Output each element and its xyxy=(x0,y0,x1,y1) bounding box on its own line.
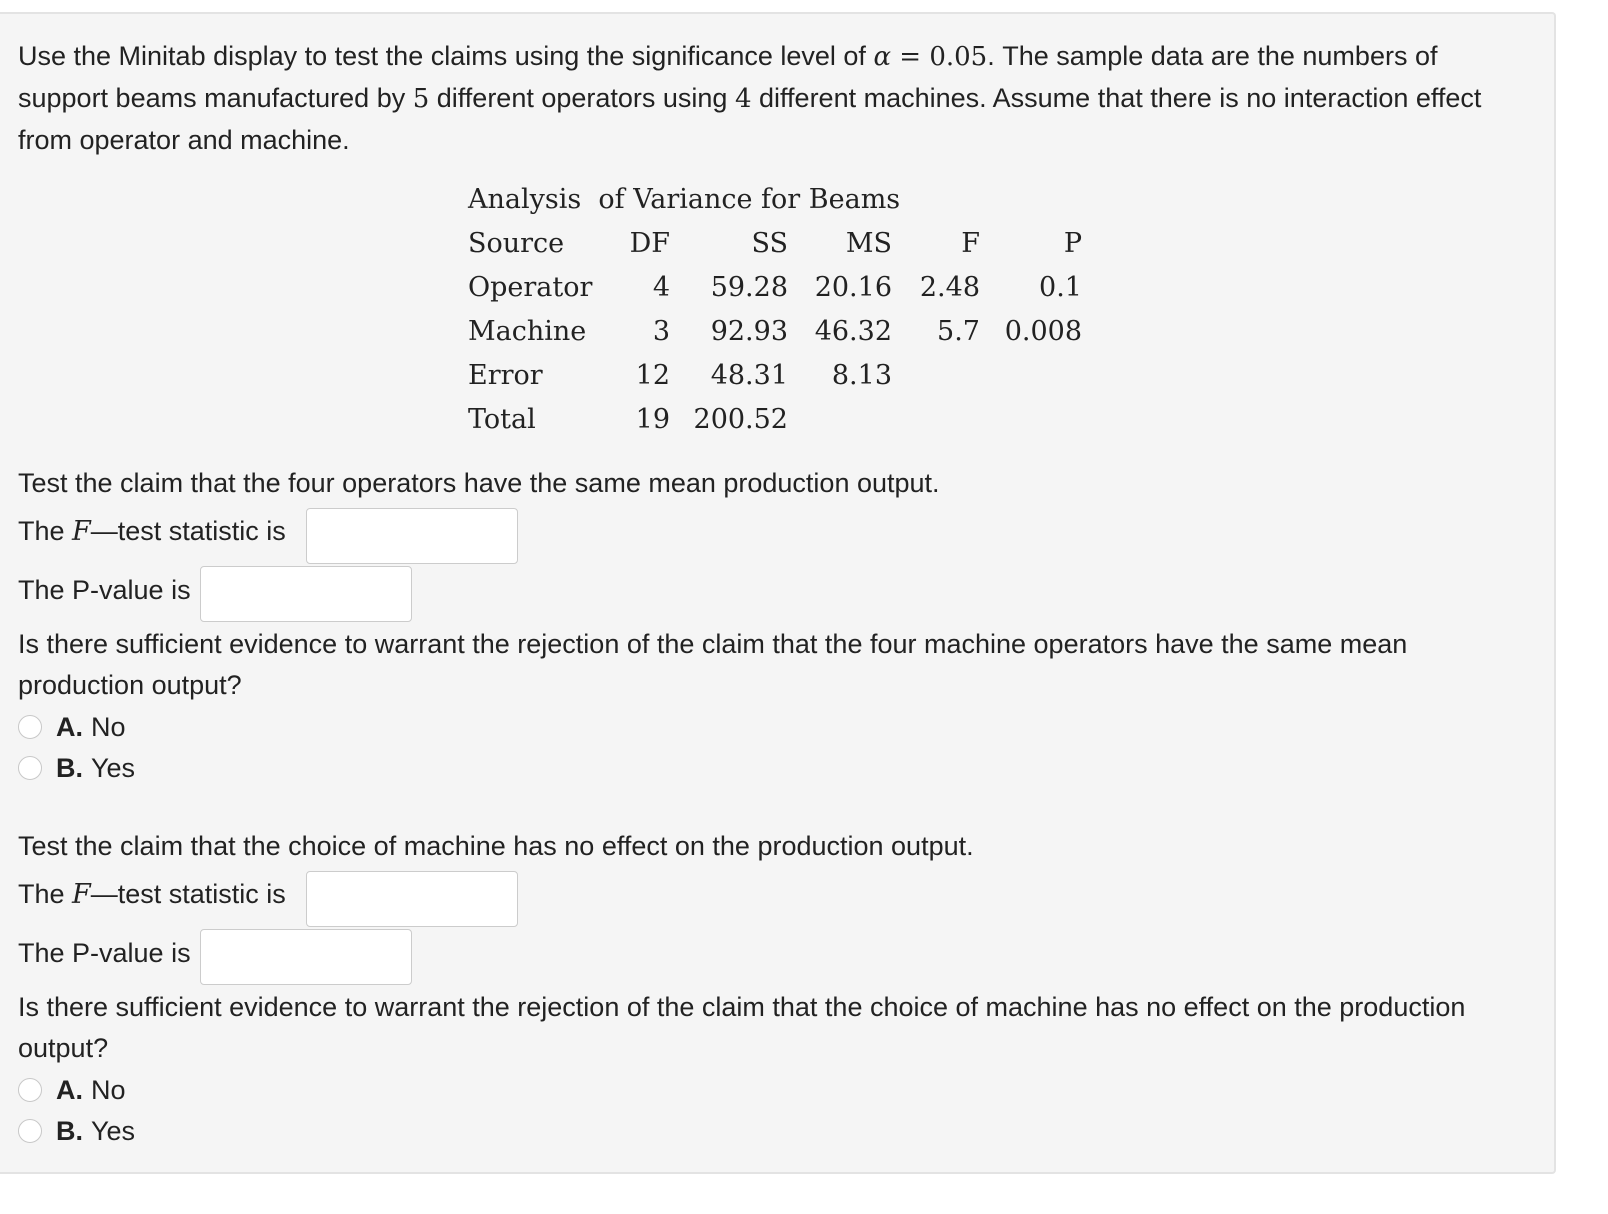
row-ms: 8.13 xyxy=(831,360,892,391)
row-df: 3 xyxy=(652,316,670,347)
f-label-text: The xyxy=(18,516,73,546)
option-label: No xyxy=(91,1074,126,1105)
intro-text: different machines. Assume that there is no interaction effect from operator and machine. xyxy=(18,83,1482,155)
num-machines: 4 xyxy=(734,84,752,114)
row-source: Error xyxy=(468,360,543,391)
row-source: Operator xyxy=(468,272,593,303)
option-letter: A. xyxy=(56,1074,83,1105)
row-ss: 200.52 xyxy=(693,404,788,435)
row-source: Machine xyxy=(468,316,587,347)
part2-p-label: The P-value is xyxy=(18,938,191,968)
option-letter: B. xyxy=(56,1115,83,1146)
row-ms xyxy=(788,398,892,442)
table-row xyxy=(468,398,1082,442)
anova-table xyxy=(468,222,1082,442)
part2-option-b[interactable] xyxy=(18,1116,135,1146)
option-label: Yes xyxy=(91,752,136,783)
header-f: F xyxy=(961,228,980,259)
part2-claim: Test the claim that the choice of machine has no effect on the production output. xyxy=(18,831,974,861)
f-label-text: The xyxy=(18,879,73,909)
row-df: 4 xyxy=(652,272,670,303)
part1-option-b[interactable] xyxy=(18,753,135,783)
f-symbol: F xyxy=(72,516,91,547)
radio-icon[interactable] xyxy=(18,1078,42,1102)
row-ss: 48.31 xyxy=(710,360,788,391)
row-f xyxy=(892,354,980,398)
header-df: DF xyxy=(629,228,670,259)
row-p xyxy=(980,398,1082,442)
radio-icon[interactable] xyxy=(18,715,42,739)
radio-icon[interactable] xyxy=(18,1119,42,1143)
row-ss: 92.93 xyxy=(710,316,788,347)
part2-f-label xyxy=(18,879,286,910)
f-label-text: —test statistic is xyxy=(90,516,286,546)
row-p: 0.008 xyxy=(1004,316,1082,347)
row-p xyxy=(980,354,1082,398)
part1-p-label: The P-value is xyxy=(18,575,191,605)
part2-p-value-input[interactable] xyxy=(200,929,412,985)
part2-question: Is there sufficient evidence to warrant the rejection of the claim that the choice of machine has no effect on the production output? xyxy=(18,992,1466,1063)
header-ms: MS xyxy=(845,228,892,259)
part1-p-value-input[interactable] xyxy=(200,566,412,622)
row-df: 19 xyxy=(635,404,670,435)
alpha-value: = 0.05 xyxy=(891,42,988,72)
row-ss: 59.28 xyxy=(710,272,788,303)
intro-text: different operators using xyxy=(429,83,735,113)
anova-title: Analysis of Variance for Beams xyxy=(468,184,901,215)
radio-icon[interactable] xyxy=(18,756,42,780)
row-f: 2.48 xyxy=(919,272,980,303)
anova-display xyxy=(468,178,1082,442)
option-label: No xyxy=(91,711,126,742)
num-operators: 5 xyxy=(412,84,430,114)
part1-f-statistic-input[interactable] xyxy=(306,508,518,564)
row-p: 0.1 xyxy=(1039,272,1082,303)
alpha-symbol: α xyxy=(873,42,891,72)
intro-text: Use the Minitab display to test the claims using the significance level of xyxy=(18,41,874,71)
f-label-text: —test statistic is xyxy=(90,879,286,909)
part1-option-a[interactable] xyxy=(18,712,126,742)
table-row xyxy=(468,354,1082,398)
part1-question: Is there sufficient evidence to warrant the rejection of the claim that the four machine operators have the same mean production output? xyxy=(18,629,1408,700)
header-source: Source xyxy=(468,228,565,259)
table-row xyxy=(468,310,1082,354)
problem-statement xyxy=(18,36,1518,161)
option-label: Yes xyxy=(91,1115,136,1146)
part2-option-a[interactable] xyxy=(18,1075,126,1105)
anova-header-row xyxy=(468,222,1082,266)
row-ms: 20.16 xyxy=(814,272,892,303)
part1-claim: Test the claim that the four operators have the same mean production output. xyxy=(18,468,940,498)
table-row xyxy=(468,266,1082,310)
row-f: 5.7 xyxy=(937,316,980,347)
row-df: 12 xyxy=(635,360,670,391)
row-source: Total xyxy=(468,404,536,435)
option-letter: A. xyxy=(56,711,83,742)
header-p: P xyxy=(1063,228,1082,259)
header-ss: SS xyxy=(751,228,788,259)
f-symbol: F xyxy=(72,879,91,910)
option-letter: B. xyxy=(56,752,83,783)
intro-text: . The sample data are the numbers of support beams manufactured by xyxy=(18,41,1438,113)
row-ms: 46.32 xyxy=(814,316,892,347)
part2-f-statistic-input[interactable] xyxy=(306,871,518,927)
row-f xyxy=(892,398,980,442)
part1-f-label xyxy=(18,516,286,547)
